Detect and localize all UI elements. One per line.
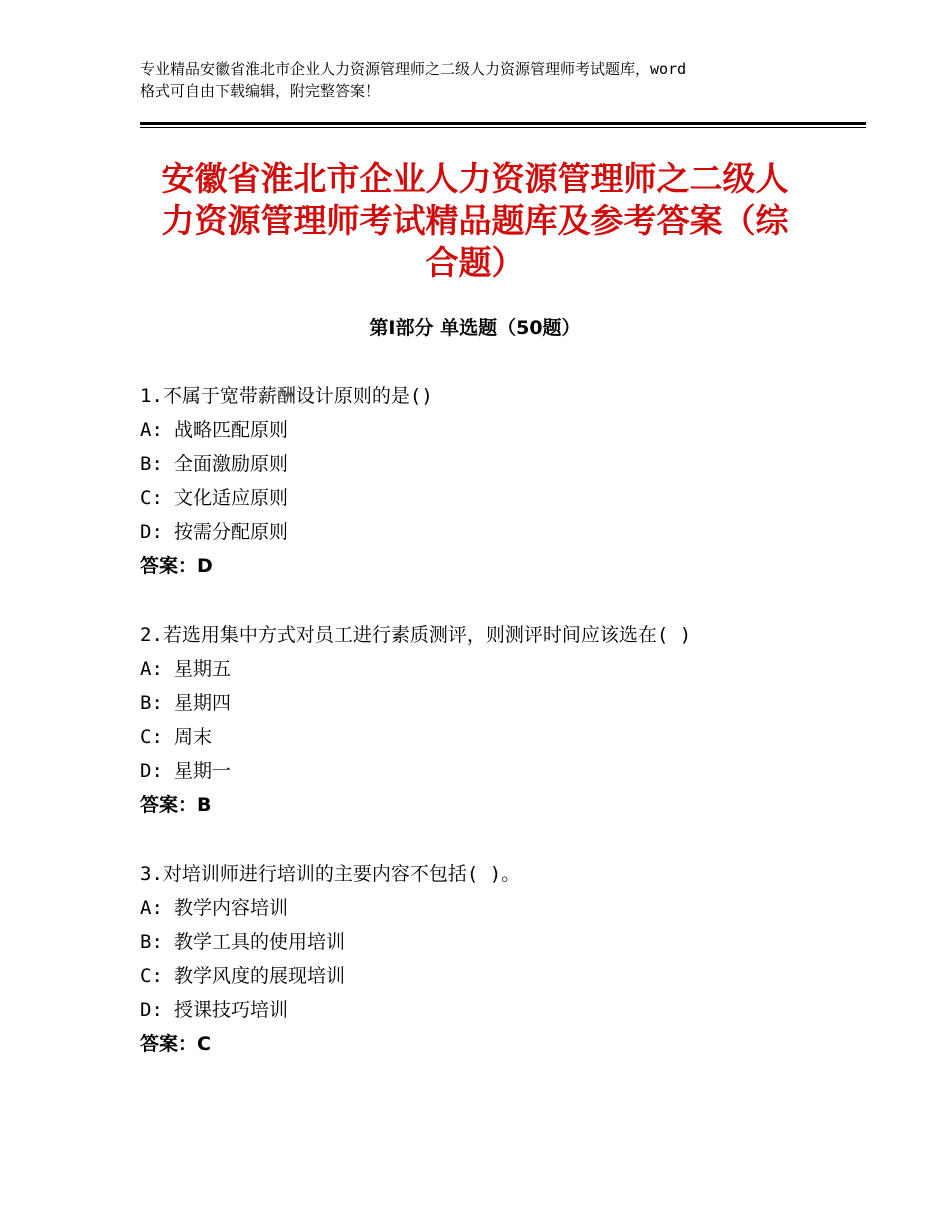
option-text: 星期一 <box>174 760 232 782</box>
option-text: 文化适应原则 <box>174 487 289 509</box>
option-d <box>140 993 840 1027</box>
option-text: 星期五 <box>174 658 232 680</box>
option-letter: B: <box>140 453 163 475</box>
title-line: 合题） <box>425 243 525 282</box>
option-text: 教学风度的展现培训 <box>174 965 346 987</box>
option-d <box>140 515 840 549</box>
option-b <box>140 686 840 720</box>
option-b <box>140 447 840 481</box>
title-line: 安徽省淮北市企业人力资源管理师之二级人 <box>161 159 789 198</box>
title-line: 力资源管理师考试精品题库及参考答案（综 <box>161 201 789 240</box>
answer-line <box>140 549 840 583</box>
option-a <box>140 413 840 447</box>
header-rule-thin <box>140 127 866 128</box>
answer-label: 答案： <box>140 1033 198 1055</box>
answer-value: B <box>197 794 212 816</box>
option-text: 星期四 <box>174 692 232 714</box>
question-stem: 3.对培训师进行培训的主要内容不包括( )。 <box>140 863 521 885</box>
option-letter: A: <box>140 658 163 680</box>
header-rule <box>140 122 866 125</box>
question-1 <box>140 379 840 583</box>
option-text: 全面激励原则 <box>174 453 289 475</box>
answer-label: 答案： <box>140 555 198 577</box>
option-letter: A: <box>140 419 163 441</box>
option-text: 周末 <box>174 726 213 748</box>
question-stem: 1.不属于宽带薪酬设计原则的是() <box>140 385 433 407</box>
question-2 <box>140 618 840 822</box>
option-b <box>140 925 840 959</box>
answer-label: 答案： <box>140 794 198 816</box>
option-letter: B: <box>140 931 163 953</box>
question-3 <box>140 857 840 1061</box>
option-letter: A: <box>140 897 163 919</box>
option-letter: D: <box>140 760 163 782</box>
header-note-line: 格式可自由下载编辑，附完整答案！ <box>140 82 381 100</box>
option-c <box>140 481 840 515</box>
option-letter: D: <box>140 999 163 1021</box>
option-a <box>140 652 840 686</box>
option-text: 教学工具的使用培训 <box>174 931 346 953</box>
option-c <box>140 720 840 754</box>
option-letter: C: <box>140 487 163 509</box>
option-letter: C: <box>140 965 163 987</box>
option-letter: B: <box>140 692 163 714</box>
option-text: 战略匹配原则 <box>174 419 289 441</box>
option-letter: C: <box>140 726 163 748</box>
option-text: 按需分配原则 <box>174 521 289 543</box>
option-c <box>140 959 840 993</box>
question-stem: 2.若选用集中方式对员工进行素质测评，则测评时间应该选在( ) <box>140 624 692 646</box>
document-title <box>130 158 820 284</box>
section-heading: 第Ⅰ部分 单选题（50题） <box>369 317 581 339</box>
option-a <box>140 891 840 925</box>
answer-value: C <box>197 1033 211 1055</box>
answer-line <box>140 788 840 822</box>
answer-value: D <box>197 555 213 577</box>
option-text: 授课技巧培训 <box>174 999 289 1021</box>
answer-line <box>140 1027 840 1061</box>
option-text: 教学内容培训 <box>174 897 289 919</box>
option-d <box>140 754 840 788</box>
header-note <box>140 58 830 102</box>
option-letter: D: <box>140 521 163 543</box>
header-note-line: 专业精品安徽省淮北市企业人力资源管理师之二级人力资源管理师考试题库，word <box>140 60 687 78</box>
